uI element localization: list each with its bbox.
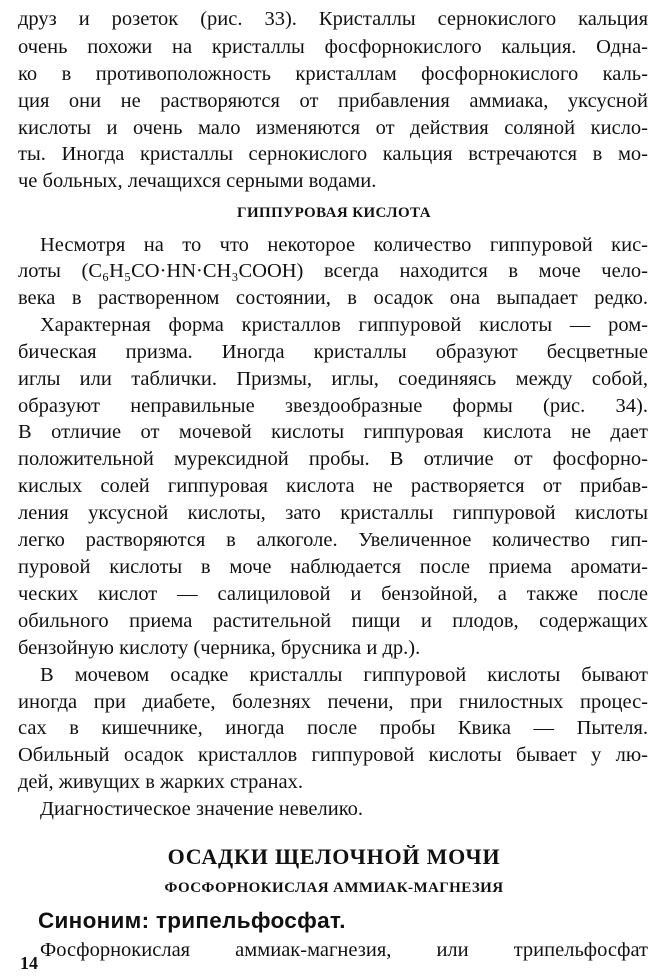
- text-line: ческих кислот — салициловой и бензойной, а также после: [18, 583, 648, 605]
- subsection-heading-triple-phosphate: ФОСФОРНОКИСЛАЯ АММИАК-МАГНЕЗИЯ: [164, 880, 504, 896]
- text-line: Обильный осадок кристаллов гиппуровой кислоты бывает у лю-: [18, 744, 648, 766]
- text-line: дей, живущих в жарких странах.: [18, 771, 303, 793]
- text-line: положительной мурексидной пробы. В отличие от фосфорно-: [18, 448, 648, 470]
- text-line: ления уксусной кислоты, зато кристаллы гиппуровой кислоты: [18, 502, 648, 524]
- text-line: В отличие от мочевой кислоты гиппуровая кислота не дает: [18, 421, 648, 443]
- text-line: В мочевом осадке кристаллы гиппуровой кислоты бывают: [40, 664, 648, 686]
- text-line: иногда при диабете, болезнях печени, при гнилостных процес-: [18, 691, 648, 713]
- text-line: друз и розеток (рис. 33). Кристаллы сернокислого кальция: [18, 8, 648, 30]
- text-line: че больных, лечащихся серными водами.: [18, 170, 377, 192]
- text-line: образуют неправильные звездообразные формы (рис. 34).: [18, 395, 648, 417]
- text-line: обильного приема растительной пищи и плодов, содержащих: [18, 610, 648, 632]
- text-line: кислоты и очень мало изменяются от действия соляной кисло-: [18, 117, 648, 139]
- text-line: бензойную кислоту (черника, брусника и др.).: [18, 637, 421, 659]
- text-line: века в растворенном состоянии, в осадок она выпадает редко.: [18, 287, 648, 309]
- text-line: иглы или таблички. Призмы, иглы, соединяясь между собой,: [18, 368, 648, 390]
- text-line: ко в противоположность кристаллам фосфорнокислого каль-: [18, 63, 648, 85]
- text-line: Диагностическое значение невелико.: [40, 798, 364, 820]
- text-line: пуровой кислоты в моче наблюдается после приема аромати-: [18, 556, 648, 578]
- text-line: лоты (C₆H₅CO·HN·CH₃COOH) всегда находится в моче чело-: [18, 260, 648, 282]
- text-line: Несмотря на то что некоторое количество гиппуровой кис-: [40, 234, 648, 256]
- text-line: легко растворяются в алкоголе. Увеличенное количество гип-: [18, 529, 648, 551]
- text-line: Фосфорнокислая аммиак-магнезия, или трипельфосфат: [40, 939, 648, 961]
- text-line: ты. Иногда кристаллы сернокислого кальция встречаются в мо-: [18, 143, 648, 165]
- text-line: бическая призма. Иногда кристаллы образуют бесцветные: [18, 341, 648, 363]
- section-heading-hippuric-acid: ГИППУРОВАЯ КИСЛОТА: [237, 205, 431, 221]
- synonym-line: Синоним: трипельфосфат.: [38, 908, 346, 933]
- text-line: очень похожи на кристаллы фосфорнокислого кальция. Одна-: [18, 36, 648, 58]
- page-number: 14: [20, 953, 38, 973]
- text-line: сах в кишечнике, иногда после пробы Квика — Пытеля.: [18, 717, 648, 739]
- text-line: кислых солей гиппуровая кислота не растворяется от прибав-: [18, 475, 648, 497]
- text-line: Характерная форма кристаллов гиппуровой кислоты — ром-: [40, 314, 648, 336]
- section-heading-alkaline-urine: ОСАДКИ ЩЕЛОЧНОЙ МОЧИ: [167, 844, 501, 869]
- text-line: ция они не растворяются от прибавления аммиака, уксусной: [18, 90, 648, 112]
